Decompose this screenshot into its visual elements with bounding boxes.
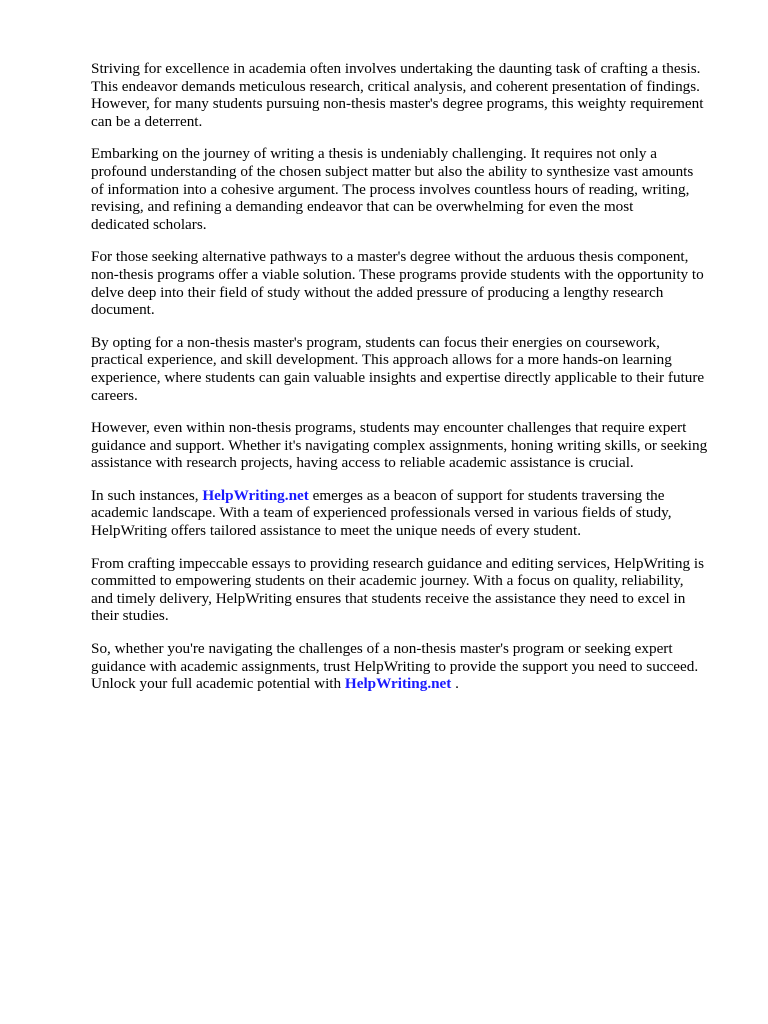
paragraph-conclusion-end: . [451, 675, 459, 693]
paragraph-conclusion [91, 640, 731, 693]
document-body [91, 60, 731, 708]
paragraph-benefits: By opting for a non-thesis master's program, students can focus their energies on coursework, practical experience, and skill development. This approach allows for a more hands-on learning experience, where students can gain valuable insights and expertise directly applicable to their future careers. [91, 333, 705, 404]
paragraph-helpwriting-rest: emerges as a beacon of support for students traversing the academic landscape. With a team of experienced professionals versed in various fields of study, HelpWriting offers tailored assistance to meet the unique needs of every student. [91, 486, 672, 540]
paragraph-services: From crafting impeccable essays to providing research guidance and editing services, HelpWriting is committed to empowering students on their academic journey. With a focus on quality, reliability, and timely delivery, HelpWriting ensures that students receive the assistance they need to excel in their studies. [91, 554, 705, 625]
helpwriting-link-closing[interactable]: HelpWriting.net [344, 675, 452, 693]
paragraph-challenge: Embarking on the journey of writing a thesis is undeniably challenging. It requires not only a profound understanding of the chosen subject matter but also the ability to synthesize vast amounts of information into a cohesive argument. The process involves countless hours of reading, writing, revising, and refining a demanding endeavor that can be overwhelming for even the most dedicated scholars. [91, 145, 694, 233]
paragraph-intro: Striving for excellence in academia often involves undertaking the daunting task of crafting a thesis. This endeavor demands meticulous research, critical analysis, and coherent presentation of findings. However, for many students pursuing non-thesis master's degree programs, this weighty requirement can be a deterrent. [91, 60, 704, 130]
paragraph-helpwriting [91, 487, 731, 540]
paragraph-helpwriting-lead: In such instances, [91, 486, 203, 504]
paragraph-support-need: However, even within non-thesis programs, students may encounter challenges that require expert guidance and support. Whether it's navigating complex assignments, honing writing skills, or seeking assistance with research projects, having access to reliable academic assistance is crucial. [91, 419, 708, 472]
helpwriting-link[interactable]: HelpWriting.net [202, 486, 309, 504]
paragraph-conclusion-lead: So, whether you're navigating the challenges of a non-thesis master's program or seeking expert guidance with academic assignments, trust HelpWriting to provide the support you need to succeed. Unlock your full academic potential with [91, 640, 699, 693]
paragraph-alternatives: For those seeking alternative pathways to a master's degree without the arduous thesis component, non-thesis programs offer a viable solution. These programs provide students with the opportunity to delve deep into their field of study without the added pressure of producing a lengthy research document. [91, 248, 704, 319]
